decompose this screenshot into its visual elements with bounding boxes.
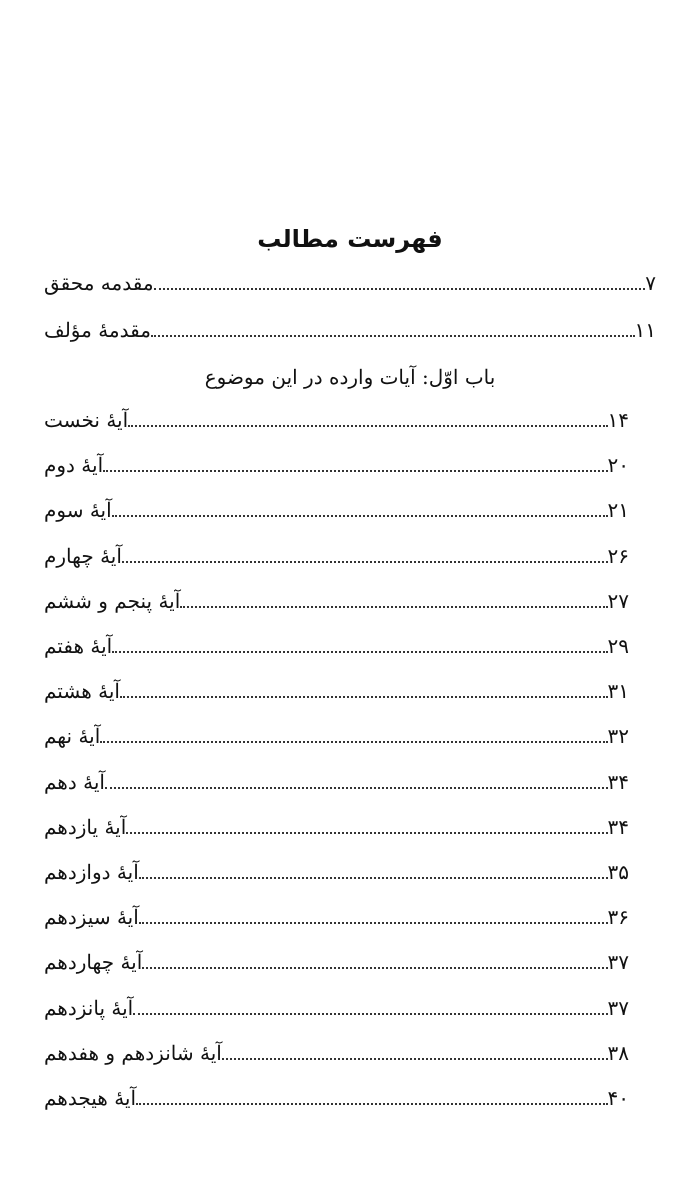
dot-leader [154,288,646,290]
dot-leader [126,832,607,834]
toc-entry-label: آیهٔ پانزدهم [44,996,134,1020]
toc-entry[interactable] [40,717,633,751]
toc-entry[interactable] [40,1034,633,1068]
toc-entry-label: مقدمه محقق [44,271,154,295]
dot-leader [112,651,607,653]
toc-entry[interactable] [40,989,633,1023]
toc-entry[interactable] [40,537,633,571]
toc-entry-label: آیهٔ سیزدهم [44,905,139,929]
toc-entry[interactable] [40,491,633,525]
toc-entry[interactable] [40,898,633,932]
toc-entry[interactable] [40,401,633,435]
toc-entry-page: ۷ [645,271,656,295]
dot-leader [139,877,608,879]
toc-entry-label: آیهٔ نخست [44,408,129,432]
dot-leader [151,335,635,337]
toc-entry[interactable] [40,853,633,887]
toc-entry-label: آیهٔ سوم [44,498,112,522]
toc-entry-page: ۲۹ [607,634,629,658]
toc-entry[interactable] [40,808,633,842]
toc-entry-page: ۲۶ [607,544,629,568]
toc-entry-page: ۳۸ [607,1041,629,1065]
dot-leader [139,922,608,924]
section-heading: باب اوّل: آیات وارده در این موضوع [204,365,496,389]
toc-entry[interactable] [40,1079,633,1113]
toc-entry-page: ۳۲ [607,724,629,748]
toc-entry-page: ۴۰ [607,1086,629,1110]
dot-leader [133,1013,607,1015]
toc-entry-page: ۳۴ [607,770,629,794]
toc-title: فهرست مطالب [257,225,443,253]
toc-entry[interactable] [40,446,633,480]
toc-entry[interactable] [40,672,633,706]
dot-leader [128,425,607,427]
toc-entry[interactable] [40,627,633,661]
toc-entry-label: آیهٔ نهم [44,724,101,748]
toc-entry-label: آیهٔ دهم [44,770,105,794]
toc-entry-label: آیهٔ پنجم و ششم [44,589,181,613]
toc-entry-label: آیهٔ دوم [44,453,104,477]
toc-entry-page: ۱۴ [607,408,629,432]
toc-entry-label: آیهٔ چهاردهم [44,950,143,974]
toc-entry-page: ۳۱ [607,679,629,703]
toc-entry-researcher-intro[interactable] [40,264,660,298]
toc-entry-page: ۲۱ [607,498,629,522]
dot-leader [122,561,608,563]
toc-entry-page: ۱۱ [634,318,656,342]
dot-leader [222,1058,608,1060]
toc-entry-label: آیهٔ شانزدهم و هفدهم [44,1041,222,1065]
dot-leader [100,741,607,743]
dot-leader [142,967,607,969]
dot-leader [103,470,607,472]
toc-entry-page: ۳۷ [607,996,629,1020]
toc-entry-label: آیهٔ دوازدهم [44,860,139,884]
toc-entry-label: مقدمهٔ مؤلف [44,318,151,342]
toc-entry-label: آیهٔ هشتم [44,679,120,703]
dot-leader [120,696,608,698]
dot-leader [136,1103,607,1105]
toc-entry-author-intro[interactable] [40,311,660,345]
toc-entry[interactable] [40,763,633,797]
toc-entry-page: ۲۷ [607,589,629,613]
toc-entry-label: آیهٔ هفتم [44,634,113,658]
toc-entry-label: آیهٔ یازدهم [44,815,127,839]
dot-leader [180,606,607,608]
toc-entry-page: ۳۷ [607,950,629,974]
toc-entry-label: آیهٔ چهارم [44,544,122,568]
toc-entry[interactable] [40,582,633,616]
toc-entry-label: آیهٔ هیجدهم [44,1086,137,1110]
dot-leader [112,515,608,517]
toc-entry[interactable] [40,943,633,977]
dot-leader [105,787,608,789]
toc-entry-page: ۳۴ [607,815,629,839]
toc-entry-page: ۲۰ [607,453,629,477]
toc-entry-page: ۳۵ [607,860,629,884]
toc-entry-page: ۳۶ [607,905,629,929]
